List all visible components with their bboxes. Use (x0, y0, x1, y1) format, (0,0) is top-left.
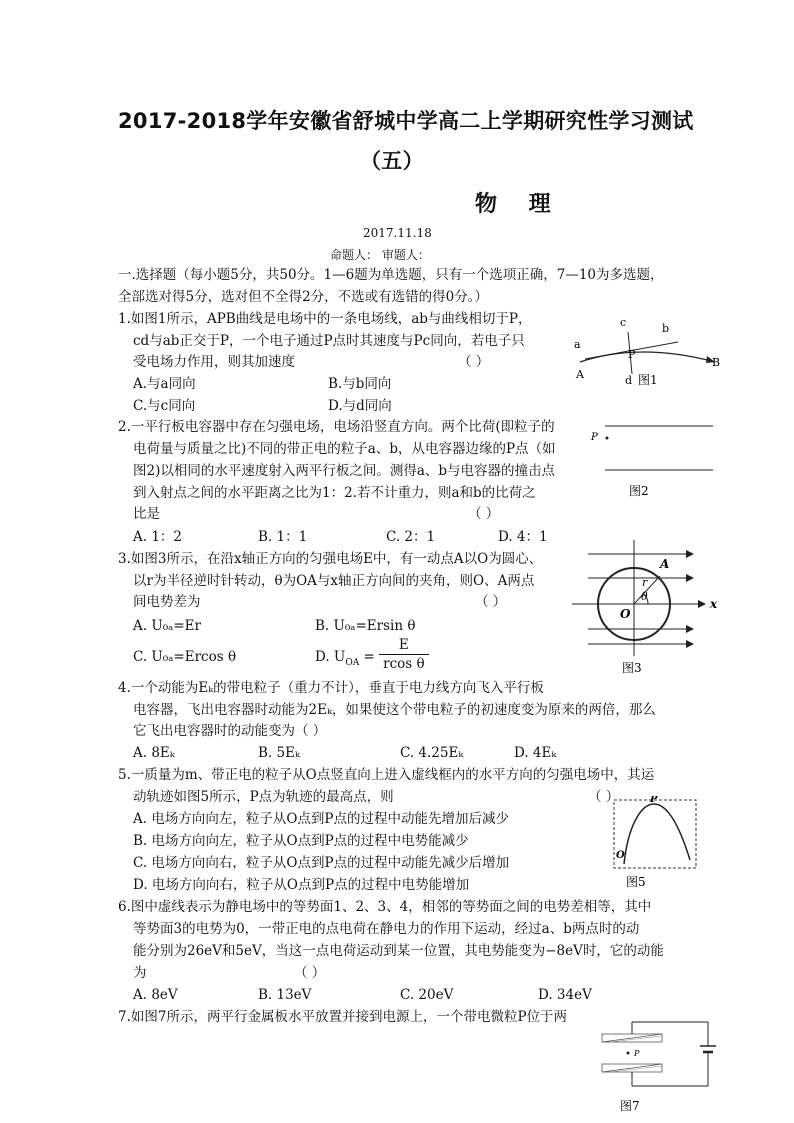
fig2-label-P: P (591, 432, 598, 443)
fig2-caption: 图2 (629, 484, 649, 498)
subject-heading: 物 理 (475, 192, 563, 217)
fig3-label-theta: θ (641, 590, 648, 603)
q4-line2: 电容器，飞出电容器时动能为2Eₖ，如果使这个带电粒子的初速度变为原来的两倍，那么 (133, 702, 656, 718)
fig1-label-a: a (574, 338, 581, 351)
q6-option-c: C. 20eV (400, 987, 454, 1003)
q1-line3: 受电场力作用，则其加速度 (133, 354, 295, 370)
q2-line1: 2.一平行板电容器中存在匀强电场，电场沿竖直方向。两个比荷(即粒子的 (118, 419, 555, 435)
q5-option-c: C. 电场方向向右，粒子从O点到P点的过程中动能先减少后增加 (133, 855, 510, 871)
q6-line4: 为 (133, 965, 147, 981)
q6-line2: 等势面3的电势为0，一带正电的点电荷在静电力的作用下运动，经过a、b两点时的动 (133, 921, 640, 937)
q6-line3: 能分别为26eV和5eV，当这一点电荷运动到某一位置，其电势能变为−8eV时，它的动能 (133, 943, 664, 959)
q3-option-d-denominator: rcos θ (383, 656, 425, 672)
fig1-caption: 图1 (638, 373, 658, 387)
q3-line3: 间电势差为 (133, 594, 201, 610)
q3-option-c: C. U₀ₐ=Ercos θ (133, 649, 237, 665)
q3-line1: 3.如图3所示，在沿x轴正方向的匀强电场E中，有一动点A以O为圆心、 (118, 551, 543, 567)
q1-option-c: C.与c同向 (133, 398, 196, 414)
fig5-caption: 图5 (626, 875, 646, 889)
page-title: 2017-2018学年安徽省舒城中学高二上学期研究性学习测试 (118, 109, 694, 133)
q1-option-b: B.与b同向 (328, 376, 392, 392)
fig3-caption: 图3 (622, 661, 642, 675)
q4-option-d: D. 4Eₖ (514, 745, 557, 761)
q6-option-b: B. 13eV (258, 987, 312, 1003)
fig1-label-A: A (576, 368, 584, 381)
q3-option-d (315, 636, 429, 676)
fig5-label-P: P (650, 796, 658, 805)
q4-option-b: B. 5Eₖ (258, 745, 300, 761)
figure-2 (585, 418, 720, 503)
q1-answer-paren: （ ） (458, 354, 490, 370)
q6-line1: 6.图中虚线表示为静电场中的等势面1、2、3、4，相邻的等势面之间的电势差相等，其中 (118, 899, 652, 915)
q3-option-d-eq: = (363, 649, 375, 665)
figure-1 (570, 312, 730, 392)
q1-line2: cd与ab正交于P，一个电子通过P点时其速度与Pc同向，若电子只 (133, 333, 525, 349)
q3-option-b: B. U₀ₐ=Ersin θ (315, 618, 416, 634)
q5-option-a: A. 电场方向向左，粒子从O点到P点的过程中动能先增加后减少 (133, 811, 509, 827)
q2-option-b: B. 1：1 (258, 529, 308, 545)
section-heading-line2: 全部选对得5分，选对但不全得2分，不选或有选错的得0分。） (118, 289, 489, 305)
q6-option-a: A. 8eV (133, 987, 178, 1003)
q2-line3: 图2)以相同的水平速度射入两平行板之间。测得a、b与电容器的撞击点 (133, 463, 556, 479)
fig3-label-x: x (710, 597, 718, 611)
fig3-label-A: A (660, 557, 670, 571)
figure-3 (568, 538, 724, 676)
fig5-label-O: O (616, 850, 625, 861)
fig1-label-B: B (712, 356, 721, 369)
q2-option-c: C. 2：1 (386, 529, 436, 545)
page-title-part: （五） (360, 149, 424, 173)
q2-option-d: D. 4：1 (498, 529, 548, 545)
q5-line1: 5.一质量为m、带正电的粒子从O点竖直向上进入虚线框内的水平方向的匀强电场中，其运 (118, 767, 655, 783)
q2-line2: 电荷量与质量之比)不同的带正电的粒子a、b，从电容器边缘的P点（如 (133, 441, 556, 457)
fig1-label-c: c (620, 316, 627, 329)
q3-option-d-numerator: E (379, 636, 429, 655)
q2-answer-paren: （ ） (468, 506, 500, 522)
q2-line4: 到入射点之间的水平距离之比为1：2.若不计重力，则a和b的比荷之 (133, 485, 536, 501)
q2-option-a: A. 1：2 (133, 529, 183, 545)
q4-line3: 它飞出电容器时的动能变为（ ） (133, 723, 327, 739)
q6-option-d: D. 34eV (538, 987, 592, 1003)
q1-option-a: A.与a同向 (133, 376, 196, 392)
q7-line1: 7.如图7所示，两平行金属板水平放置并接到电源上，一个带电微粒P位于两 (118, 1009, 568, 1025)
q3-option-d-sub: OA (345, 658, 360, 668)
figure-7 (590, 1018, 720, 1118)
fig1-label-d: d (625, 374, 633, 387)
fig3-label-O: O (620, 607, 631, 621)
q1-line1: 1.如图1所示，APB曲线是电场中的一条电场线，ab与曲线相切于P， (118, 311, 532, 327)
q5-option-d: D. 电场方向向右，粒子从O点到P点的过程中电势能增加 (133, 877, 470, 893)
exam-date: 2017.11.18 (363, 226, 432, 240)
q4-line1: 4.一个动能为Eₖ的带电粒子（重力不计），垂直于电力线方向飞入平行板 (118, 680, 544, 696)
fig1-label-b: b (662, 322, 670, 335)
q5-option-b: B. 电场方向向左，粒子从O点到P点的过程中电势能减少 (133, 833, 469, 849)
fig1-label-P: P (628, 348, 636, 361)
q3-line2: 以r为半径逆时针转动，θ为OA与x轴正方向间的夹角，则O、A两点 (133, 573, 535, 589)
fig7-label-P: P (634, 1049, 640, 1058)
q6-answer-paren: （ ） (294, 965, 326, 981)
q2-line5: 比是 (133, 506, 160, 522)
fig7-caption: 图7 (620, 1099, 640, 1113)
section-heading-line1: 一.选择题（每小题5分，共50分。1—6题为单选题，只有一个选项正确，7—10为多选题， (118, 267, 664, 283)
q3-answer-paren: （ ） (475, 594, 507, 610)
fig3-label-r: r (642, 576, 648, 589)
q4-option-a: A. 8Eₖ (133, 745, 175, 761)
q4-option-c: C. 4.25Eₖ (400, 745, 464, 761)
q5-answer-paren: （ ） (588, 789, 620, 805)
q3-option-d-prefix: D. U (315, 649, 346, 665)
q5-line2: 动轨迹如图5所示，P点为轨迹的最高点，则 (133, 789, 394, 805)
exam-authors: 命题人： 审题人： (330, 248, 430, 262)
q3-option-d-fraction (379, 636, 429, 673)
q1-option-d: D.与d同向 (328, 398, 392, 414)
q3-option-a: A. U₀ₐ=Er (133, 618, 201, 634)
figure-5 (606, 796, 702, 890)
